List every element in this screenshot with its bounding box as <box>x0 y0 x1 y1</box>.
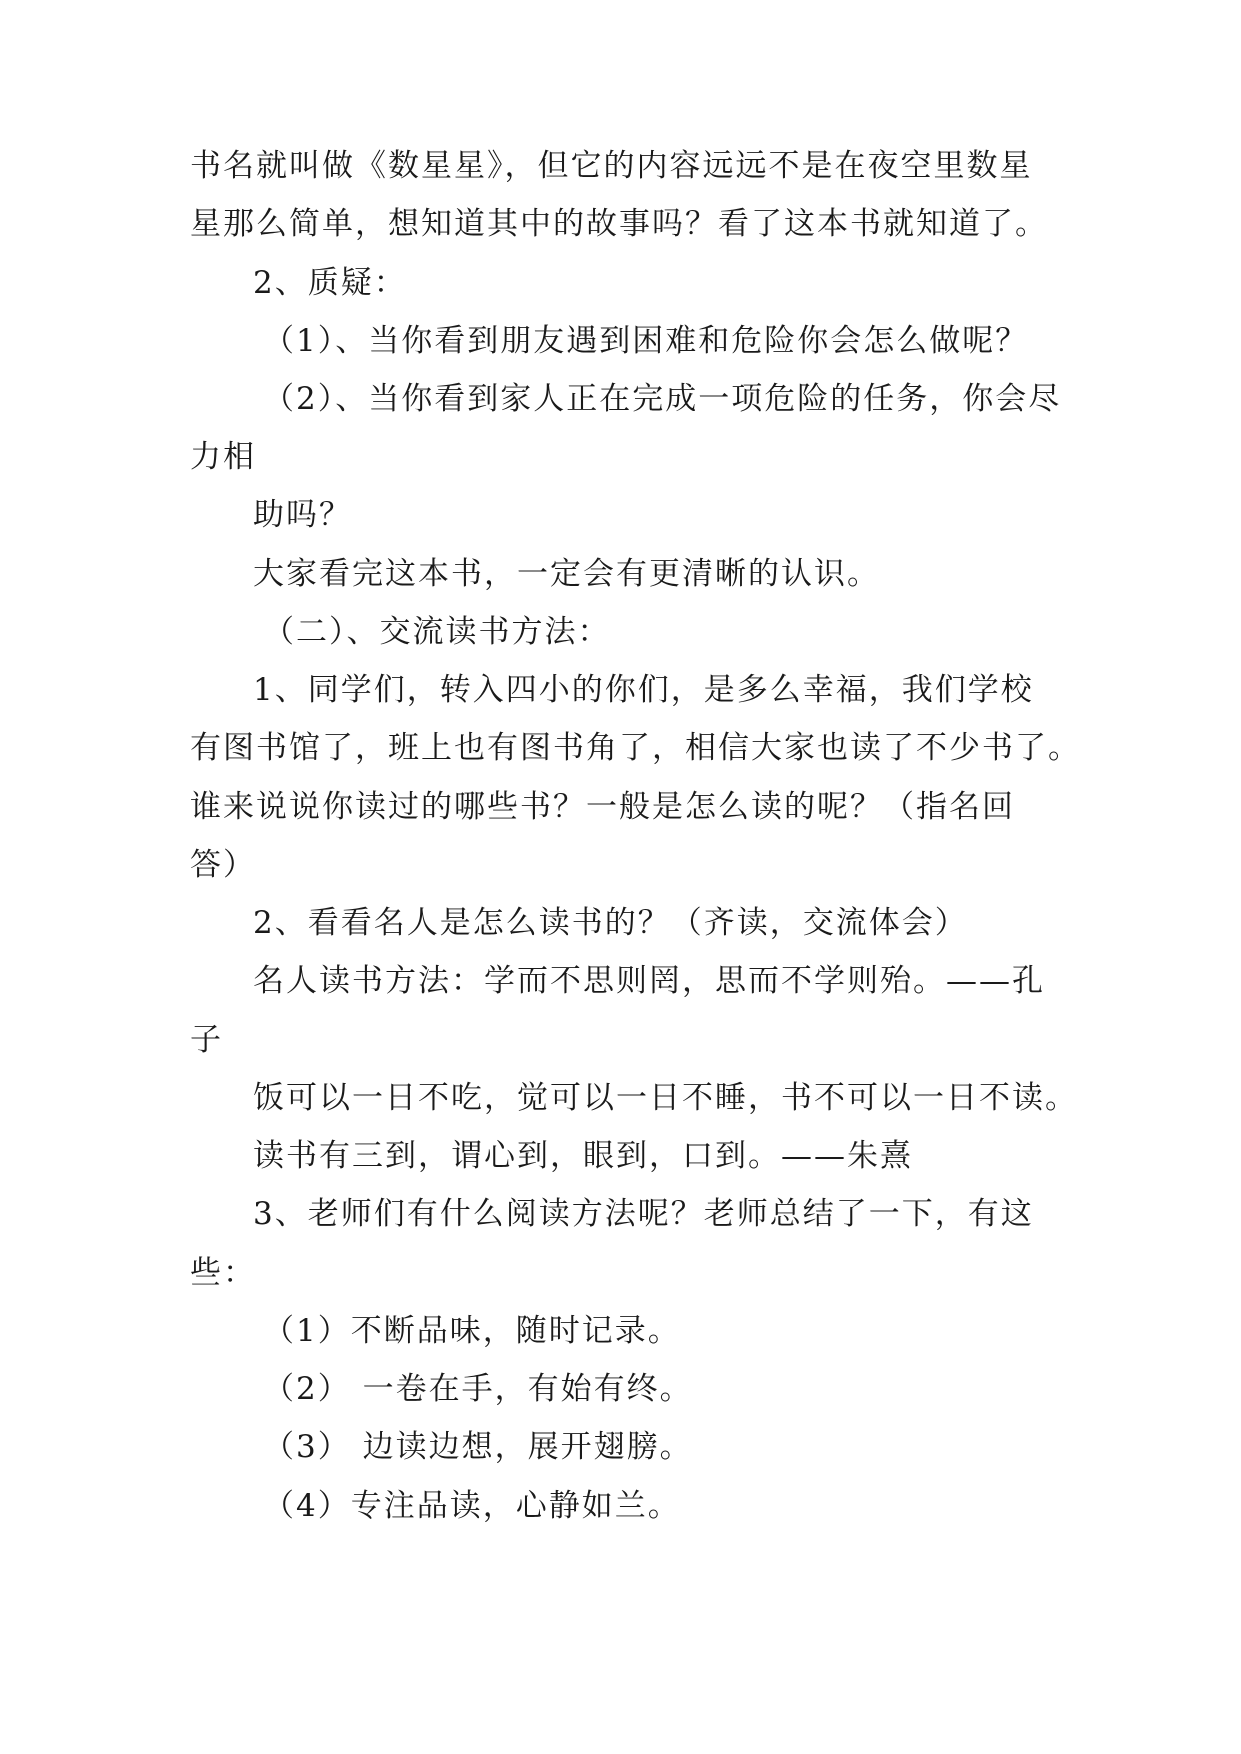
method-4: （4）专注品读，心静如兰。 <box>263 1488 681 1524</box>
text-line-10: 1、同学们，转入四小的你们，是多么幸福，我们学校 <box>253 672 1034 708</box>
text-line-14: 2、看看名人是怎么读书的？（齐读，交流体会） <box>253 905 968 941</box>
section-heading-methods: （二）、交流读书方法： <box>263 614 611 650</box>
quote-zhuxi: 读书有三到，谓心到，眼到，口到。——朱熹 <box>253 1138 913 1174</box>
text-line-20: 些： <box>190 1255 256 1291</box>
question-1: （1）、当你看到朋友遇到困难和危险你会怎么做呢？ <box>263 323 1029 359</box>
quote-confucius: 名人读书方法：学而不思则罔，思而不学则殆。——孔 <box>253 963 1045 999</box>
text-line-12: 谁来说说你读过的哪些书？一般是怎么读的呢？（指名回 <box>190 789 1015 825</box>
quote-confucius-end: 子 <box>190 1022 223 1058</box>
text-line-1: 书名就叫做《数星星》，但它的内容远远不是在夜空里数星 <box>190 148 1033 184</box>
method-3: （3） 边读边想，展开翅膀。 <box>263 1429 693 1465</box>
text-line-8: 大家看完这本书，一定会有更清晰的认识。 <box>253 556 880 592</box>
text-line-13: 答） <box>190 847 256 883</box>
question-2: （2）、当你看到家人正在完成一项危险的任务，你会尽 <box>263 381 1062 417</box>
quote-meal: 饭可以一日不吃，觉可以一日不睡，书不可以一日不读。 <box>253 1080 1078 1116</box>
question-2-end: 助吗？ <box>253 497 352 533</box>
method-1: （1）不断品味，随时记录。 <box>263 1313 681 1349</box>
heading-questioning: 2、质疑： <box>253 265 407 301</box>
text-line-19: 3、老师们有什么阅读方法呢？老师总结了一下，有这 <box>253 1196 1034 1232</box>
text-line-11: 有图书馆了，班上也有图书角了，相信大家也读了不少书了。 <box>190 730 1081 766</box>
text-line-2: 星那么简单，想知道其中的故事吗？看了这本书就知道了。 <box>190 206 1048 242</box>
method-2: （2） 一卷在手，有始有终。 <box>263 1371 693 1407</box>
question-2-continued: 力相 <box>190 439 256 475</box>
